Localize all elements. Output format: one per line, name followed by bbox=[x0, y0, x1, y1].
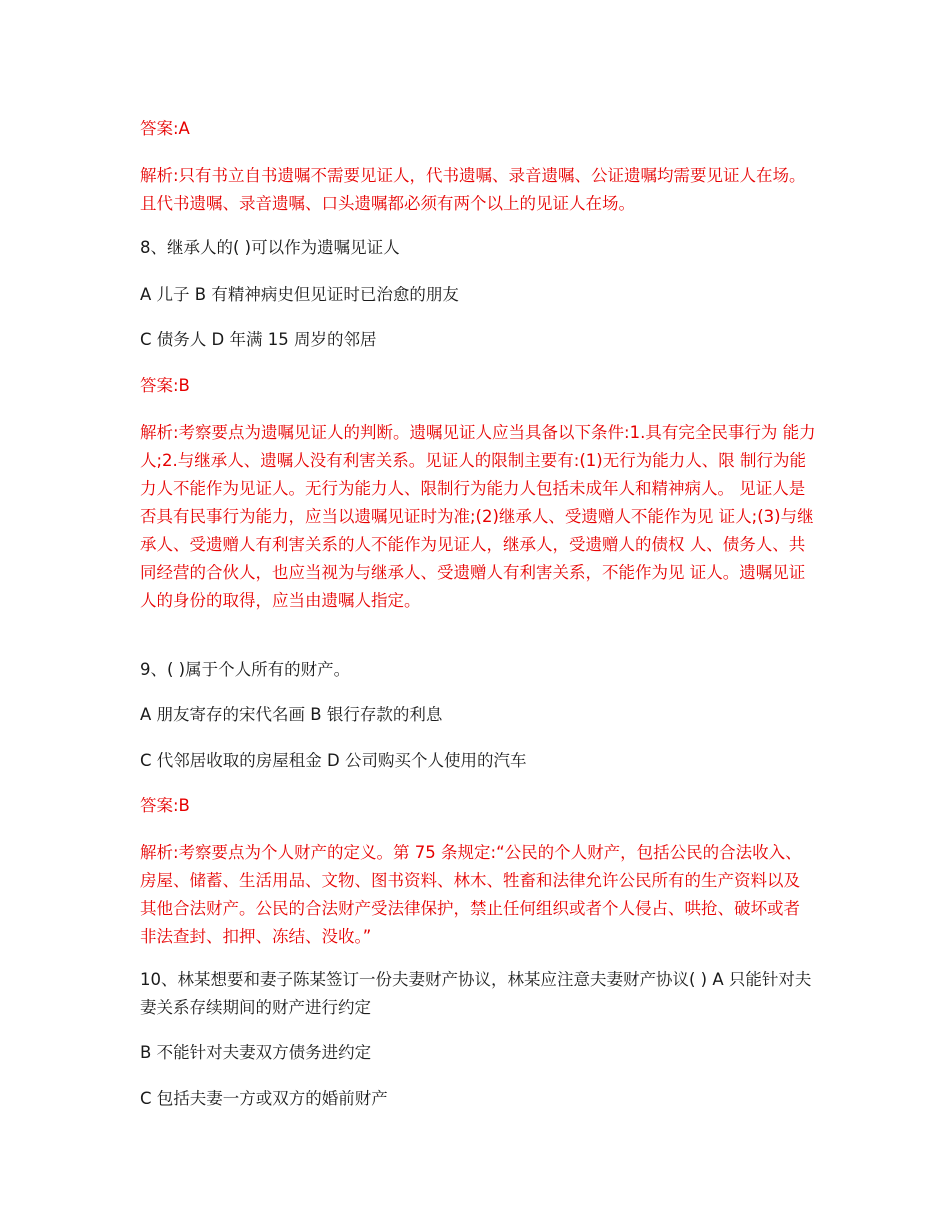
question-8-options-cd: C 债务人 D 年满 15 周岁的邻居 bbox=[140, 330, 377, 349]
question-10-option-b: B 不能针对夫妻双方债务进约定 bbox=[140, 1043, 372, 1062]
question-10: 10、林某想要和妻子陈某签订一份夫妻财产协议，林某应注意夫妻财产协议( ) A 只能针对夫妻关系存续期间的财产进行约定 bbox=[140, 970, 812, 1017]
answer-q9: 答案:B bbox=[140, 796, 190, 815]
question-9-options-cd: C 代邻居收取的房屋租金 D 公司购买个人使用的汽车 bbox=[140, 751, 527, 770]
question-9: 9、( )属于个人所有的财产。 bbox=[140, 660, 351, 679]
question-10-option-c: C 包括夫妻一方或双方的婚前财产 bbox=[140, 1089, 388, 1108]
question-8: 8、继承人的( )可以作为遗嘱见证人 bbox=[140, 238, 400, 257]
answer-q8: 答案:B bbox=[140, 376, 190, 395]
explanation-q9: 解析:考察要点为个人财产的定义。第 75 条规定:“公民的个人财产，包括公民的合法收入、房屋、储蓄、生活用品、文物、图书资料、林木、牲畜和法律允许公民所有的生产资料以及其他合法财产。公民的合法财产受法律保护，禁止任何组织或者个人侵占、哄抢、破坏或者非法查封、扣押、冻结、没收。” bbox=[140, 843, 802, 946]
question-8-options-ab: A 儿子 B 有精神病史但见证时已治愈的朋友 bbox=[140, 285, 459, 304]
explanation-q7: 解析:只有书立自书遗嘱不需要见证人，代书遗嘱、录音遗嘱、公证遗嘱均需要见证人在场。 且代书遗嘱、录音遗嘱、口头遗嘱都必须有两个以上的见证人在场。 bbox=[140, 166, 806, 213]
question-9-options-ab: A 朋友寄存的宋代名画 B 银行存款的利息 bbox=[140, 705, 443, 724]
explanation-q8: 解析:考察要点为遗嘱见证人的判断。遗嘱见证人应当具备以下条件:1.具有完全民事行为 能力人;2.与继承人、遗嘱人没有利害关系。见证人的限制主要有:(1)无行为能力人、限 制行为能力人不能作为见证人。无行为能力人、限制行为能力人包括未成年人和精神病人。 见证人是否具有民事行为能力，应当以遗嘱见证时为准;(2)继承人、受遗赠人不能作为见 证人;(3)与继承人、受遗赠人有利害关系的人不能作为见证人，继承人，受遗赠人的债权 人、债务人、共同经营的合伙人，也应当视为与继承人、受遗赠人有利害关系，不能作为见 证人。遗嘱见证人的身份的取得，应当由遗嘱人指定。 bbox=[140, 423, 816, 610]
answer-q7: 答案:A bbox=[140, 119, 190, 138]
